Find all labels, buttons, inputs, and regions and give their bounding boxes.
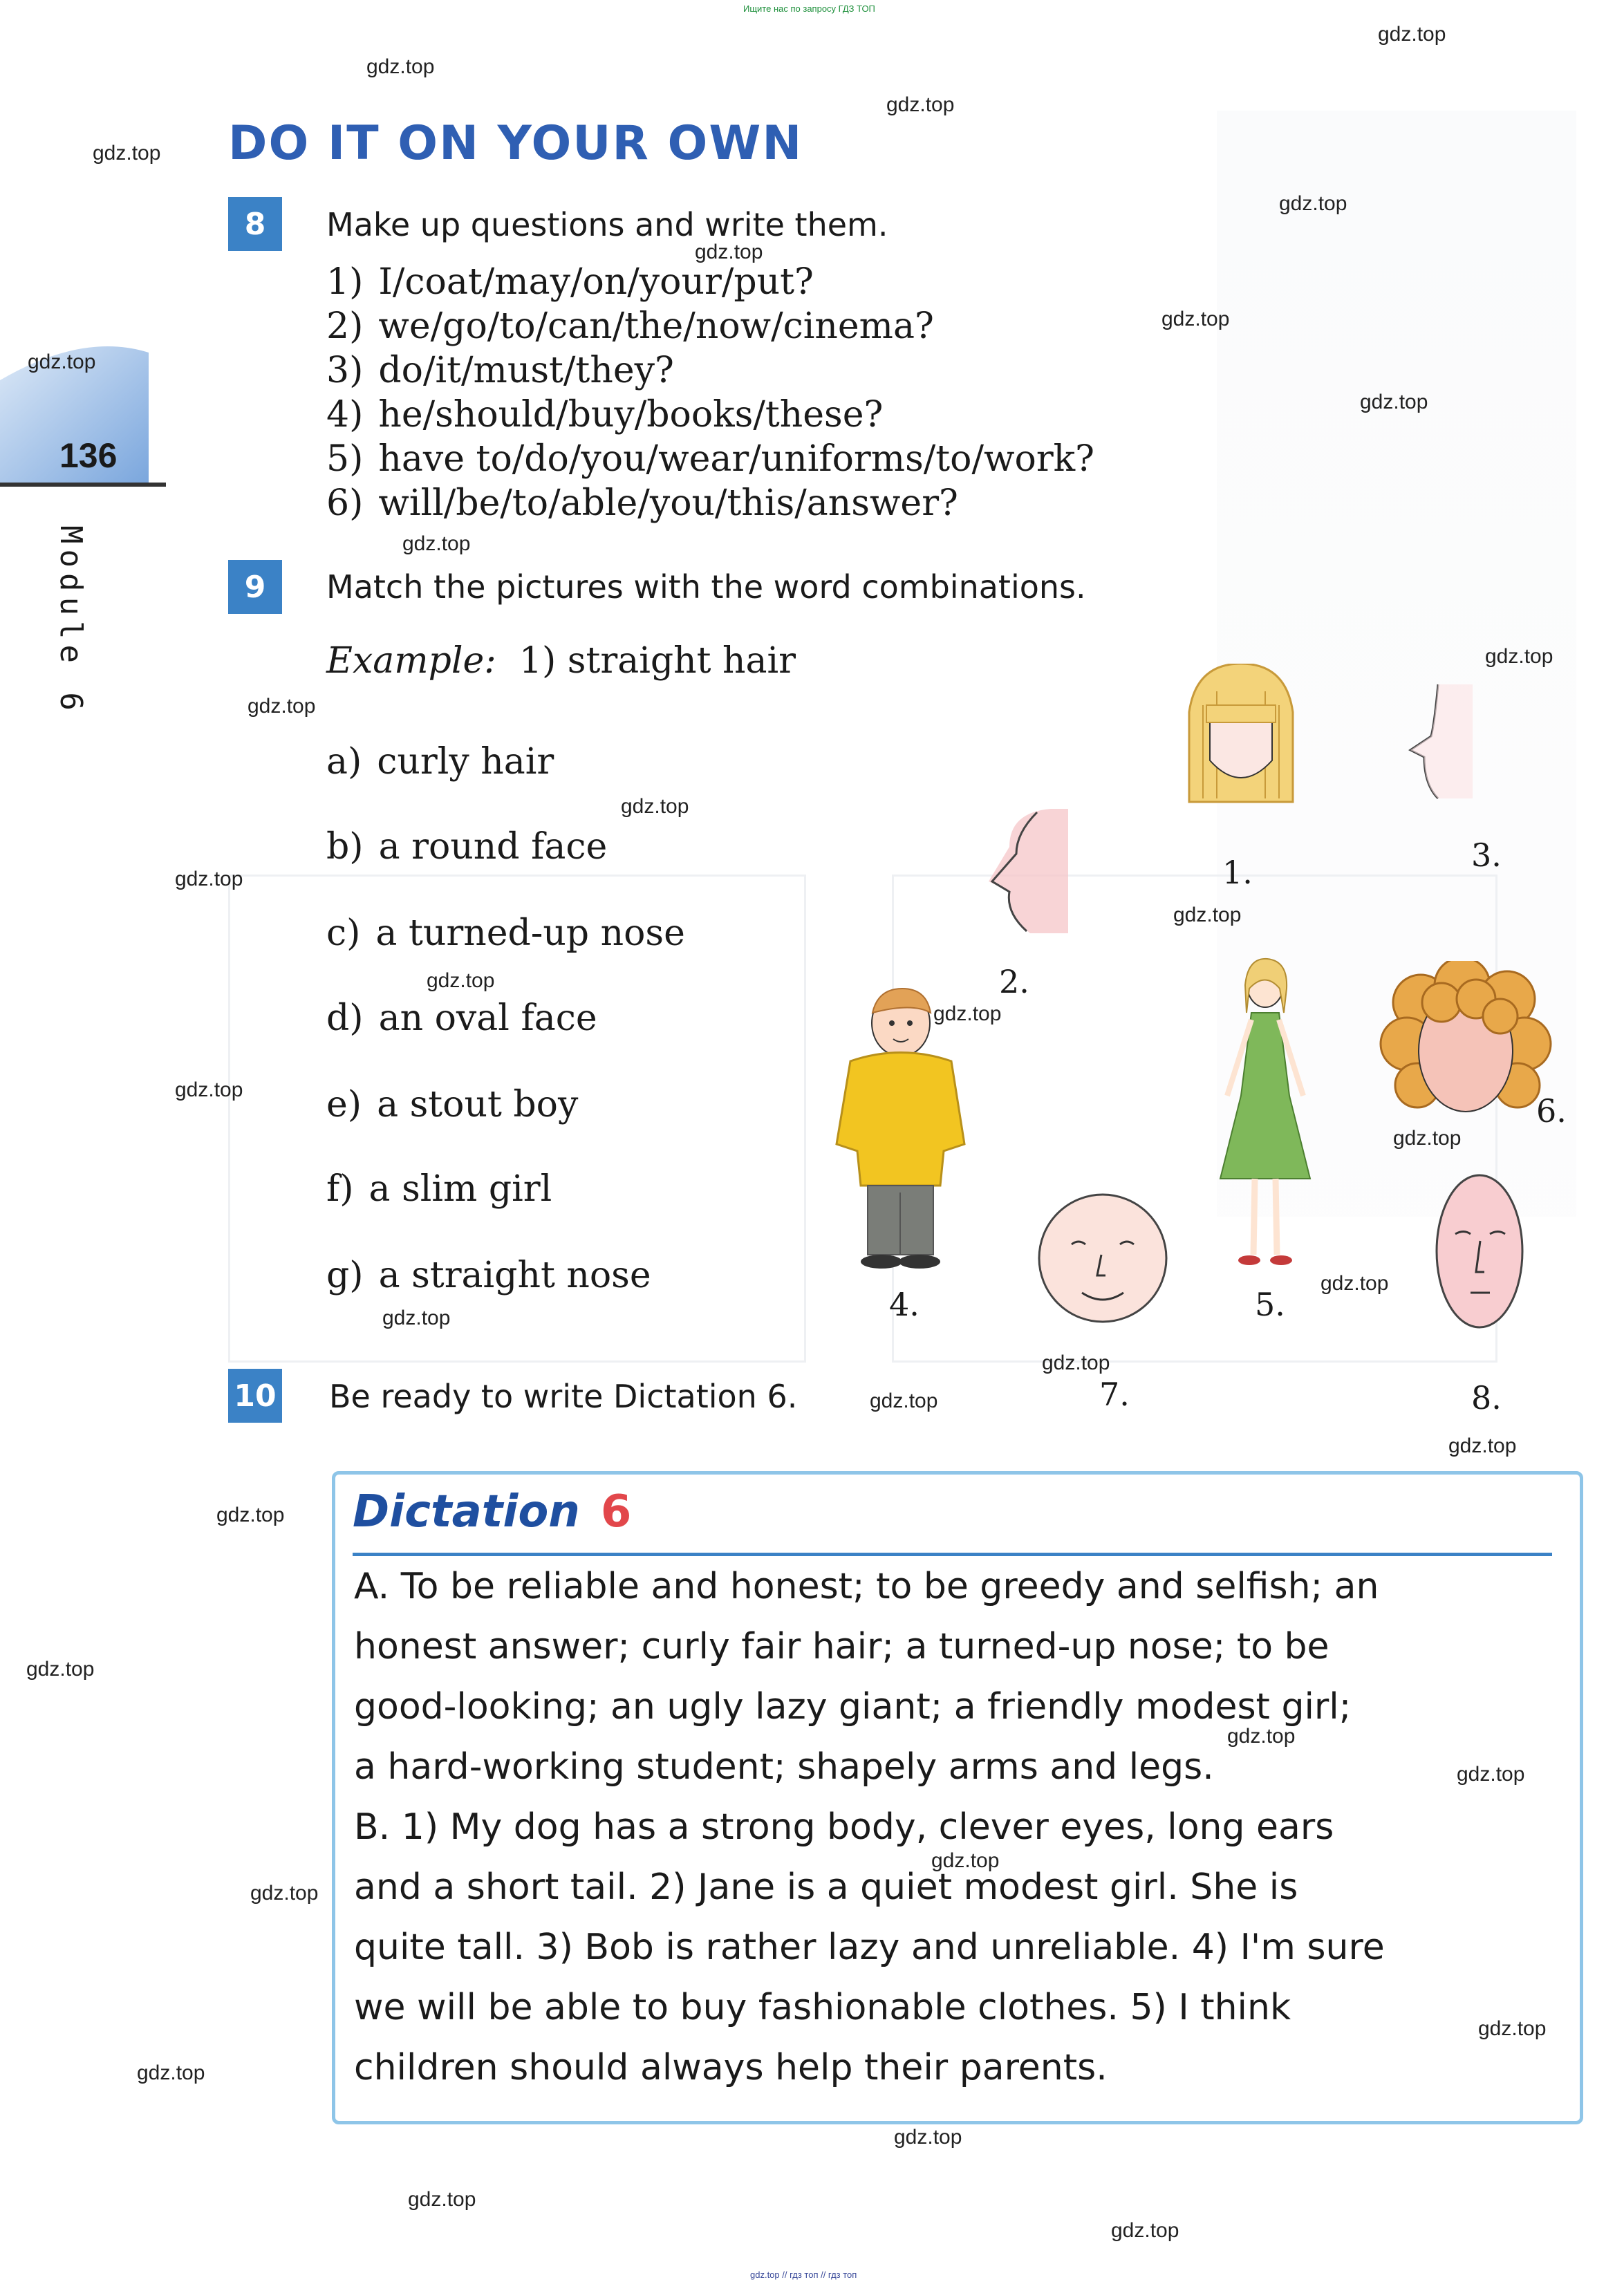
picture-number: 7. (1099, 1376, 1130, 1413)
dictation-line: good-looking; an ugly lazy giant; a friendly modest girl; (354, 1686, 1352, 1728)
picture-number: 3. (1471, 836, 1502, 874)
watermark: gdz.top (26, 1658, 95, 1681)
ex8-item: 4) he/should/buy/books/these? (326, 394, 884, 436)
watermark: gdz.top (1279, 192, 1347, 215)
picture-curly-hair (1379, 961, 1552, 1120)
watermark: gdz.top (1173, 904, 1242, 926)
ex9-example: Example: 1) straight hair (326, 640, 796, 682)
dictation-title: Dictation 6 (353, 1486, 632, 1537)
ex9-item: g) a straight nose (326, 1255, 651, 1296)
ex8-item: 5) have to/do/you/wear/uniforms/to/work? (326, 438, 1095, 480)
watermark: gdz.top (894, 2126, 962, 2149)
picture-number: 2. (999, 963, 1029, 1000)
exercise-8-badge: 8 (228, 197, 282, 251)
ex8-item: 1) I/coat/may/on/your/put? (326, 261, 814, 303)
watermark: gdz.top (1042, 1352, 1110, 1374)
picture-round-face (1034, 1189, 1172, 1334)
watermark: gdz.top (366, 55, 435, 78)
watermark: gdz.top (1448, 1434, 1517, 1457)
watermark: gdz.top (931, 1849, 1000, 1872)
watermark: gdz.top (1478, 2017, 1547, 2040)
watermark: gdz.top (870, 1390, 938, 1412)
exercise-8-instruction: Make up questions and write them. (326, 206, 888, 243)
ex9-item: c) a turned-up nose (326, 913, 685, 954)
picture-slim-girl (1213, 957, 1317, 1275)
watermark: gdz.top (1111, 2219, 1179, 2242)
dictation-line: we will be able to buy fashionable clothes. 5) I think (354, 1987, 1291, 2028)
exercise-9-badge: 9 (228, 560, 282, 614)
watermark: gdz.top (175, 868, 243, 890)
watermark: gdz.top (408, 2188, 476, 2211)
dictation-line: and a short tail. 2) Jane is a quiet modest girl. She is (354, 1867, 1298, 1908)
picture-number: 4. (889, 1286, 920, 1323)
ex8-item: 3) do/it/must/they? (326, 350, 674, 391)
watermark: gdz.top (1457, 1763, 1525, 1786)
watermark: gdz.top (621, 795, 689, 818)
picture-straight-nose (1397, 681, 1480, 805)
watermark: gdz.top (1227, 1725, 1296, 1748)
picture-number: 8. (1471, 1379, 1502, 1416)
watermark: gdz.top (250, 1882, 319, 1905)
exercise-10-instruction: Be ready to write Dictation 6. (329, 1378, 798, 1415)
picture-number: 5. (1255, 1286, 1285, 1323)
dictation-line: a hard-working student; shapely arms and legs. (354, 1746, 1214, 1788)
watermark: gdz.top (1161, 308, 1230, 330)
watermark: gdz.top (402, 532, 471, 555)
ex8-item: 6) will/be/to/able/you/this/answer? (326, 483, 958, 524)
picture-stout-boy (830, 985, 975, 1275)
ex9-item: d) an oval face (326, 998, 597, 1039)
ex9-item: f) a slim girl (326, 1168, 552, 1210)
watermark: gdz.top (1360, 391, 1428, 413)
watermark: gdz.top (886, 93, 955, 116)
watermark: gdz.top (933, 1002, 1002, 1025)
dictation-line: A. To be reliable and honest; to be greedy and selfish; an (354, 1566, 1379, 1607)
ex9-item: a) curly hair (326, 741, 554, 783)
dictation-line: B. 1) My dog has a strong body, clever eyes, long ears (354, 1806, 1334, 1848)
page-number: 136 (59, 436, 118, 475)
watermark: gdz.top (382, 1307, 451, 1329)
ex9-item: e) a stout boy (326, 1084, 579, 1125)
dictation-rule (353, 1553, 1552, 1556)
watermark: gdz.top (248, 695, 316, 718)
section-heading: DO IT ON YOUR OWN (228, 116, 803, 171)
watermark: gdz.top (1393, 1127, 1462, 1150)
picture-straight-hair (1175, 664, 1307, 809)
bottom-note: gdz.top // гдз топ // гдз топ (750, 2270, 857, 2280)
picture-oval-face (1428, 1168, 1531, 1348)
module-label: Module 6 (53, 525, 88, 716)
dictation-line: honest answer; curly fair hair; a turned-up nose; to be (354, 1626, 1329, 1667)
picture-turned-up-nose (982, 805, 1072, 937)
exercise-9-instruction: Match the pictures with the word combinations. (326, 568, 1086, 606)
ex9-item: b) a round face (326, 826, 608, 868)
watermark: gdz.top (175, 1078, 243, 1101)
watermark: gdz.top (1320, 1272, 1389, 1295)
watermark: gdz.top (695, 241, 763, 263)
watermark: gdz.top (1378, 23, 1446, 46)
watermark: gdz.top (427, 969, 495, 992)
watermark: gdz.top (28, 350, 96, 373)
picture-number: 6. (1536, 1092, 1567, 1130)
watermark: gdz.top (137, 2061, 205, 2084)
watermark: gdz.top (93, 142, 161, 165)
watermark: gdz.top (1485, 645, 1553, 668)
dictation-line: quite tall. 3) Bob is rather lazy and unreliable. 4) I'm sure (354, 1927, 1385, 1968)
exercise-10-badge: 10 (228, 1369, 282, 1423)
top-note: Ищите нас по запросу ГДЗ ТОП (743, 3, 875, 14)
picture-number: 1. (1222, 854, 1253, 891)
dictation-line: children should always help their parents. (354, 2047, 1108, 2088)
ex8-item: 2) we/go/to/can/the/now/cinema? (326, 306, 934, 347)
watermark: gdz.top (216, 1504, 285, 1526)
